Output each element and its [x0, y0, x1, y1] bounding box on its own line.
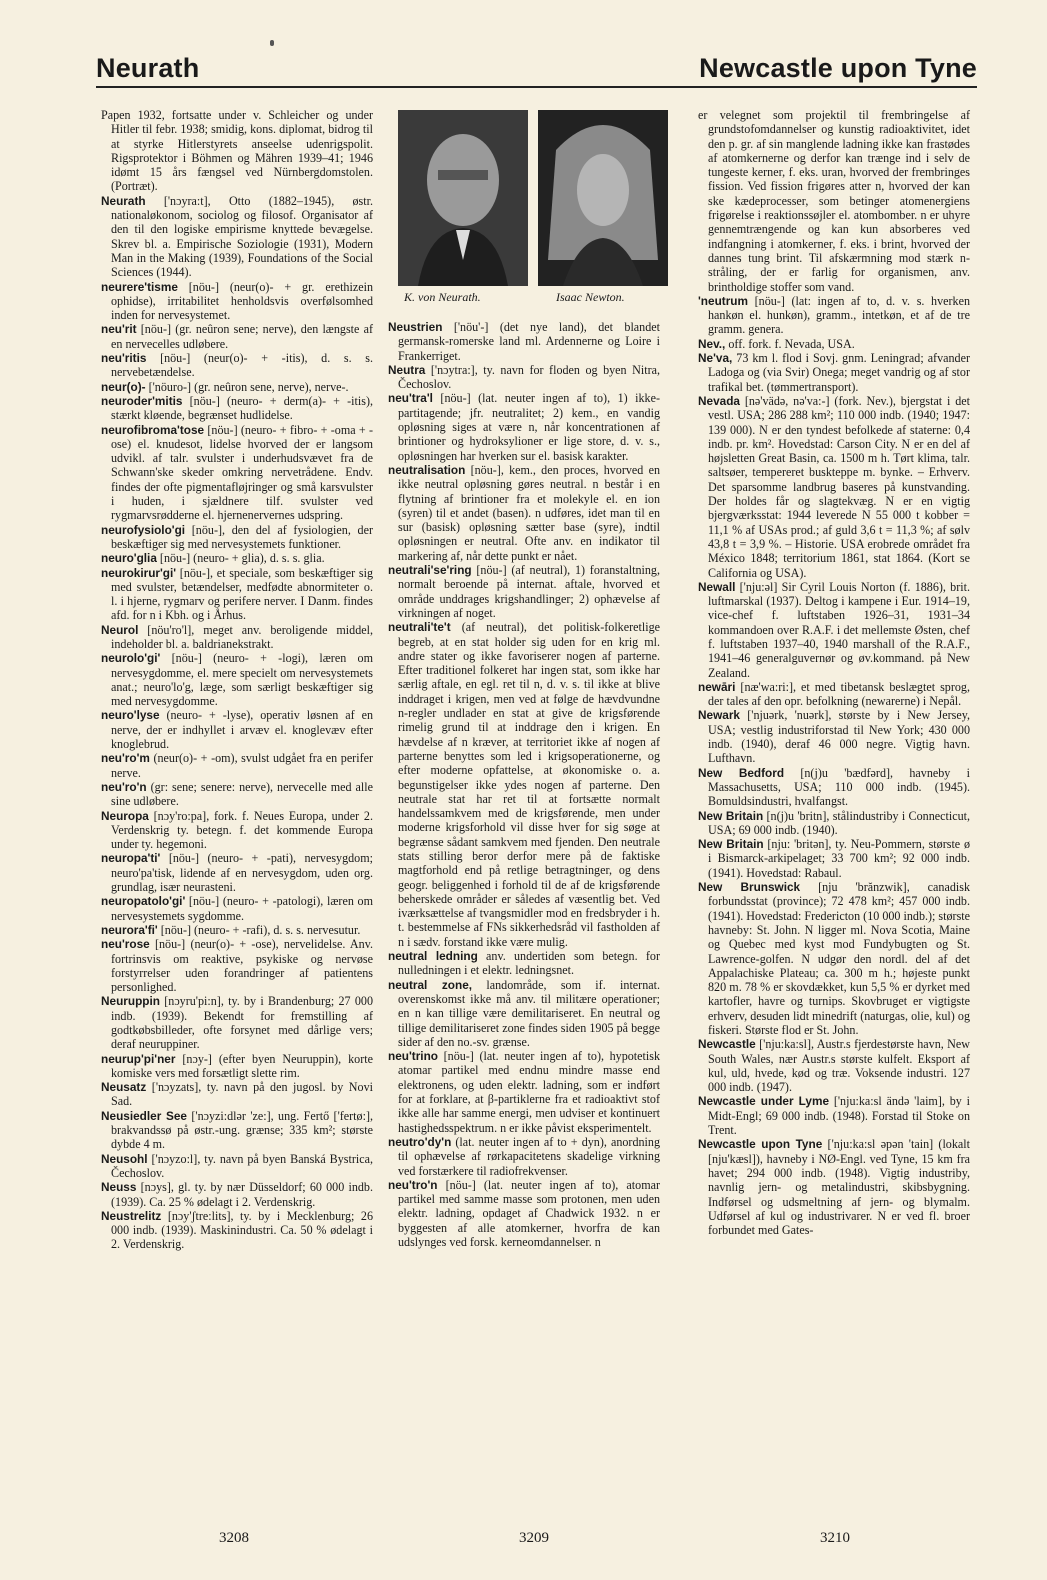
entry-headword: neu'ritis	[101, 351, 147, 366]
entry-headword: neu'ro'm	[101, 751, 150, 766]
entry-headword: New Britain	[698, 837, 764, 852]
entry-headword: neu'rit	[101, 322, 137, 337]
dictionary-entry	[388, 363, 660, 392]
entry-text: [nöu-] (neuro- + -patologi), læren om nervesystemets sygdomme.	[111, 894, 373, 923]
entry-headword: neu'rose	[101, 937, 150, 952]
entry-text: [nju: 'britən], ty. Neu-Pommern, største ø i Bismarck-arkipelaget; 33 700 km²; 92 000 indb. (1941). Hovedstad: Rabaul.	[708, 837, 970, 880]
entry-text: (neur(o)- + -om), svulst udgået fra en perifer nerve.	[111, 751, 373, 780]
dictionary-entry	[698, 837, 970, 880]
dictionary-entry	[698, 108, 970, 294]
dictionary-entry	[698, 337, 970, 351]
entry-text: [nöu-] (neuro- + fibro- + -oma + -ose) el. knudesot, lidelse hvorved der er langsom udvikl. af talr. svulster i underhudsvævet fra de Schwann'ske skeder omkring nervetrådene. Endv. findes der ofte pigmentafløjringer og små karsvulster i huden, i sjældnere tilf. svulster ved rygmarvsrødderne el. hjernenervernes udspring.	[111, 422, 373, 523]
dictionary-entry	[698, 580, 970, 680]
dictionary-entry	[101, 1080, 373, 1109]
entry-text: [n(j)u 'britn], stålindustriby i Connecticut, USA; 69 000 indb. (1940).	[708, 808, 970, 837]
entry-headword: neutrali'se'ring	[388, 563, 472, 578]
entry-headword: Newcastle under Lyme	[698, 1094, 830, 1109]
caption-neurath: K. von Neurath.	[404, 290, 481, 304]
entry-text: landområde, som if. internat. overenskomst ikke må anv. til militære operationer; en n kan tillige være demilitariseret. En neutral og tillige demilitariseret zone findes siden 1905 på begge sider af den no.-sv. grænse.	[398, 977, 660, 1049]
entry-text: [n(j)u 'bædfərd], havneby i Massachusetts, USA; 110 000 indb. (1945). Bomuldsindustri, hvalfangst.	[708, 765, 970, 809]
dictionary-entry	[101, 937, 373, 994]
column-2	[388, 320, 660, 1249]
entry-text: [nöu-] (neuro- + -logi), læren om nervesygdomme, el. mere specielt om nervesystemets anat.; neuro'lo'g, læge, som særligt beskæftiger sig med nervesygdomme.	[111, 651, 373, 709]
entry-headword: Neurol	[101, 622, 139, 637]
dictionary-entry	[101, 551, 373, 565]
caption-newton: Isaac Newton.	[556, 290, 625, 304]
entry-text: [nɔy'ro:pa], fork. f. Neues Europa, under 2. Verdenskrig ty. betegn. f. det kommende Europa under ty. hegemoni.	[111, 808, 373, 852]
entry-headword: neurofysiolo'gi	[101, 522, 186, 537]
entry-text: [nɔyru'pi:n], ty. by i Brandenburg; 27 000 indb. (1939). Bekendt for fremstilling af godtkøbsbilleder, ofte forsynet med dårlige vers; deraf neuruppiner.	[111, 994, 373, 1052]
dictionary-entry	[101, 994, 373, 1051]
entry-text: (gr: sene; senere: nerve), nervecelle med alle sine udløbere.	[111, 779, 373, 809]
entry-text: ['nɔyzo:l], ty. navn på byen Banská Bystrica, Čechoslov.	[111, 1151, 373, 1180]
dictionary-entry	[698, 766, 970, 809]
dictionary-entry	[101, 351, 373, 380]
entry-text: [nöu-] (neur(o)- + -ose), nervelidelse. Anv. fortrinsvis om reaktive, psykiske og nervøse forstyrrelser uden forandringer af patientens personlighed.	[111, 937, 373, 995]
dictionary-entry	[698, 351, 970, 394]
entry-headword: neurora'fi'	[101, 922, 158, 937]
entry-text: off. fork. f. Nevada, USA.	[725, 336, 855, 351]
dictionary-entry	[698, 1037, 970, 1094]
dictionary-entry	[101, 751, 373, 780]
dictionary-entry	[101, 394, 373, 423]
dictionary-entry	[388, 1049, 660, 1135]
dictionary-entry	[101, 923, 373, 937]
dictionary-entry	[101, 280, 373, 323]
entry-text: ['nju:ka:sl əpən 'tain] (lokalt [nju'kæsl]), havneby i NØ-Engl. ved Tyne, 15 km fra havet; 294 000 indb. (1948). Vigtig industriby, navnlig jern- og metalindustri, skibsbygning. Indførsel og udsmeltning af jern- og blymalm. Udførsel af kul og industrivarer. N er ved fl. broer forbundet med Gates-	[708, 1137, 970, 1238]
dictionary-entry	[101, 194, 373, 280]
dictionary-entry	[388, 1135, 660, 1178]
entry-text: anv. undertiden som betegn. for nulledningen i et elektr. ledningsnet.	[398, 949, 660, 978]
dictionary-entry	[698, 809, 970, 838]
entry-headword: Newcastle	[698, 1037, 756, 1052]
entry-text: [nɔy'ʃtre:lits], ty. by i Mecklenburg; 26 000 indb. (1939). Maskinindustri. Ca. 50 % ødelagt i 2. Verdenskrig.	[111, 1208, 373, 1252]
entry-headword: Neuruppin	[101, 994, 160, 1009]
entry-headword: neuro'lyse	[101, 708, 160, 723]
entry-headword: neuro'glia	[101, 551, 157, 566]
dictionary-entry	[388, 391, 660, 462]
entry-headword: newāri	[698, 679, 736, 694]
entry-headword: neu'ro'n	[101, 779, 147, 794]
entry-headword: neu'tro'n	[388, 1177, 438, 1192]
entry-text: ['nɔyzats], ty. navn på den jugosl. by Novi Sad.	[111, 1080, 373, 1109]
dictionary-entry	[101, 423, 373, 523]
entry-headword: New Britain	[698, 808, 764, 823]
entry-text: [nə'vädə, nə'va:-] (fork. Nev.), bjergstat i det vestl. USA; 286 288 km²; 110 000 indb. (1940; 1947: 139 000). N er den tyndest befolkede af staterne: 0,4 indb. pr. km². Hovedstad: Carson City. N er en del af højsletten Great Basin, ca. 1500 m h. Tørt klima, talr. saltsøer, tempereret buskteppe m. bynke. – Erhverv. Det sparsomme landbrug baseres på kunstvanding. Der holdes får og slagtekvæg. N er en vigtig bjergværksstat: 1944 leverede N 55 000 t kobber = 11,1 % af USAs prod.; af guld 3,6 t = 11,3 %; af sølv 43,8 t = 3,9 %. – Historie. USA erobrede området fra México 1848; territorium 1861, stat 1864. (Kort se California og USA).	[708, 393, 970, 580]
dictionary-entry	[388, 1178, 660, 1249]
entry-text: ['nöu'-] (det nye land), det blandet germansk-romerske land ml. Ardennerne og Loire i Frankerriget.	[398, 320, 660, 363]
entry-text: [nöu-], et speciale, som beskæftiger sig med svulster, betændelser, medfødte abnormiteter o. l. i hjerne, rygmarv og perifere nerver. I Danm. findes afd. for n i Kbh. og i Århus.	[111, 565, 373, 623]
entry-headword: neutral zone,	[388, 977, 473, 992]
dictionary-entry	[101, 523, 373, 552]
entry-text: [nɔy-] (efter byen Neuruppin), korte komiske vers med forsætligt slette rim.	[111, 1051, 373, 1080]
entry-headword: Neustrien	[388, 320, 443, 334]
entry-text: [nöu-] (lat. neuter ingen af to), 1) ikke-partitagende; jfr. neutralitet; 2) kem., en vandig opløsning siges at være n, når koncentrationen af brintioner og hydroksylioner er lige store, d. v. s., opløsningen har hverken sur el. basisk karakter.	[398, 391, 660, 463]
entry-text: [nöu-], kem., den proces, hvorved en ikke neutral opløsning gøres neutral. n består i en flytning af brintioner fra et molekyle el. en ion (syren) til et andet (basen). n udføres, idet man til en sur (basisk) opløsning sætter base (syre), indtil opløsningen er neutral. Ofte anv. en indikator til markering af, når dette punkt er nået.	[398, 462, 660, 563]
dictionary-entry	[388, 320, 660, 363]
entry-text: ['nju:ka:sl ändə 'laim], by i Midt-Engl; 69 000 indb. (1948). Forstad til Stoke on Trent.	[708, 1094, 970, 1138]
entry-headword: neur(o)-	[101, 379, 146, 394]
entry-headword: Ne'va,	[698, 351, 733, 366]
entry-headword: neutral ledning	[388, 949, 478, 964]
dictionary-entry	[101, 894, 373, 923]
entry-headword: neuropa'ti'	[101, 851, 161, 866]
entry-text: ['nöuro-] (gr. neûron sene, nerve), nerve-.	[145, 379, 349, 394]
dictionary-entry	[101, 809, 373, 852]
entry-text: (lat. neuter ingen af to + dyn), anordning til ophævelse af rørkapacitetens skadelige virkning ved forstærkere til radiofrekvenser.	[398, 1134, 660, 1178]
entry-headword: Nev.,	[698, 336, 726, 351]
entry-text: Papen 1932, fortsatte under v. Schleicher og under Hitler til febr. 1938; smidig, kons. diplomat, bidrog til at styrke Hitlerstyrets anseelse udenrigspolit. Rigsprotektor i Böhmen og Mähren 1939–41; 1946 idømt 15 års fængsel ved Nürnbergdomstolen. (Portræt).	[101, 108, 373, 194]
entry-headword: New Brunswick	[698, 880, 801, 895]
entry-text: [nöu-] (neuro- + -pati), nervesygdom; neuro'pa'tisk, lidende af en nervesygdom, uden org. grundlag, især neurasteni.	[111, 851, 373, 895]
entry-headword: neurolo'gi'	[101, 651, 161, 666]
page-number-right: 3210	[820, 1530, 850, 1546]
entry-text: [nöu'ro'l], meget anv. beroligende middel, indeholder bl. a. baldrianekstrakt.	[111, 622, 373, 651]
dictionary-entry	[101, 1052, 373, 1081]
entry-text: (af neutral), det politisk-folkeretlige begreb, at en stat holder sig uden for en krig ml. andre stater og ikke favoriserer nogen af parterne. Efter traditionel folkeret har ingen stat, som ikke har særlig aftale, en egl. ret til n, d. v. s. til ikke at blive inddraget i krigen, men ved at følge de hævdvundne n-regler undlader en stat at give de krigsførende rimelig grund til at inddrage den i krigen. En hævdelse af n kræver, at territoriet ikke af nogen af parterne benyttes som led i krigsoperationerne, og efter moderne opfattelse, at økonomiske o. a. begunstigelser ikke ydes nogen af parterne. Den neutrale stat har ret til at fortsætte normalt handelssamkvem med de krigsførende, men under moderne krigsforhold vil disse hver for sig søge at begrænse sådant samkvem med fjenden. Den neutrale stats stilling beror derfor mere på de faktiske magtforhold end på retlige betragtninger, og dens geogr. beliggenhed i forhold til de af de krigsførende beherskede områder er således af væsentlig bet. Ved iværksættelse af tvangsmidler mod en fredsbryder i h. t. bestemmelse af FNs sikkerhedsråd vil fastholden af n i sædv. forstand ikke være mulig.	[398, 620, 660, 949]
dictionary-entry	[698, 680, 970, 709]
dictionary-entry	[698, 880, 970, 1037]
dictionary-entry	[101, 708, 373, 751]
dictionary-entry	[101, 651, 373, 708]
dictionary-entry	[101, 1209, 373, 1252]
dictionary-entry	[698, 1094, 970, 1137]
column-3	[698, 108, 970, 1237]
dictionary-entry	[388, 620, 660, 949]
entry-text: ['nju:əl] Sir Cyril Louis Norton (f. 1886), brit. luftmarskal (1937). Deltog i kampene i Eur. 1914–19, vice-chef f. luftstaben 1926–31, 1931–34 kommandoen over R.A.F. i det mellemste Østen, chef f. luftstaben 1937–40, 1940 marshall of the R.A.F., 1941–46 generalguvernør og øv.kommand. på New Zealand.	[708, 579, 970, 680]
entry-headword: neutro'dy'n	[388, 1134, 452, 1149]
entry-text: [nöu-] (lat. neuter ingen af to), atomar partikel med samme masse som protonen, men uden elektr. ladning, opdaget af Chadwick 1932. n er byggesten af alle atomkerner, hvorfra de kan udslynges ved forsk. kerneomdannelser. n	[398, 1177, 660, 1249]
dictionary-entry	[388, 563, 660, 620]
dictionary-entry	[101, 322, 373, 351]
entry-headword: neurup'pi'ner	[101, 1051, 176, 1066]
entry-text: ['nɔyra:t], Otto (1882–1945), østr. nationaløkonom, sociolog og filosof. Organisator af den til den logiske empirisme knyttede bevægelse. Skrev bl. a. Empirische Soziologie (1931), Modern Man in the Making (1939), Foundations of the Social Sciences (1944).	[111, 193, 373, 280]
entry-text: [nöu-] (neuro- + -rafi), d. s. s. nervesutur.	[157, 922, 361, 937]
entry-text: [nöu-] (neuro- + derm(a)- + -itis), stærkt kløende, begrænset hudlidelse.	[111, 393, 373, 423]
page-number-left: 3208	[219, 1530, 249, 1546]
dictionary-entry	[101, 623, 373, 652]
dictionary-entry	[698, 394, 970, 580]
entry-text: [nöu-] (neur(o)- + gr. erethizein ophidse), irritabilitet henholdsvis overfølsomhed inden for nervesystemet.	[111, 279, 373, 323]
entry-text: (neuro- + -lyse), operativ løsnen af en nerve, der er indhyllet i arvæv el. knoglevæv efter knoglebrud.	[111, 708, 373, 752]
entry-text: [nöu-], den del af fysiologien, der beskæftiger sig med nervesystemets funktioner.	[111, 522, 373, 551]
dictionary-entry	[388, 978, 660, 1049]
dictionary-entry	[698, 294, 970, 337]
entry-text: [næ'wa:ri:], et med tibetansk beslægtet sprog, der tales af den opr. befolkning (newarerne) i Nepål.	[708, 679, 970, 709]
dictionary-entry	[101, 108, 373, 194]
header-right-guideword: Newcastle upon Tyne	[699, 53, 977, 83]
entry-headword: neuroder'mitis	[101, 393, 183, 408]
entry-headword: neu'trino	[388, 1049, 438, 1064]
entry-headword: Newark	[698, 708, 740, 723]
entry-text: [nöu-] (neur(o)- + -itis), d. s. s. nervebetændelse.	[111, 351, 373, 380]
entry-headword: neutrali'te't	[388, 620, 451, 635]
entry-headword: neurofibroma'tose	[101, 422, 205, 437]
entry-text: er velegnet som projektil til frembringelse af grundstofomdannelser og kunstig radioaktivitet, idet den p. gr. af sin manglende ladning ikke kan frastødes af atomkernerne og derfor kan trænge ind i selv de tungeste kerner, f. eks. uran, hvorved der frembringes fission. Ved fission frigøres atter n, hvorved der kan ske kædeprocesser, som betinger atomenergiens frigørelse i reaktionssøjler el. atombomber. n er uhyre gennemtrængende og kan kun absorberes ved indfangning i atomkerner, f. eks. i brint, hvorved der dannes tung brint. Til afskærmning mod stærk n-stråling, der er farlig for organismen, anv. brintholdige stoffer som vand.	[698, 108, 970, 294]
entry-text: [nöu-] (gr. neûron sene; nerve), den længste af en nervecelles udløbere.	[111, 322, 373, 351]
entry-headword: Newall	[698, 579, 736, 594]
entry-headword: neu'tra'l	[388, 391, 433, 406]
dictionary-entry	[101, 1152, 373, 1181]
dictionary-entry	[101, 1180, 373, 1209]
dictionary-entry	[101, 566, 373, 623]
entry-headword: Newcastle upon Tyne	[698, 1137, 823, 1152]
entry-headword: Nevada	[698, 393, 740, 408]
entry-text: ['nɔyzi:dlər 'ze:], ung. Fertő ['fertø:], brakvandssø på østr.-ung. grænse; 335 km²; største dybde 4 m.	[111, 1108, 373, 1152]
portrait-figure	[398, 110, 670, 310]
entry-text: ['nɔytra:], ty. navn for floden og byen Nitra, Čechoslov.	[398, 362, 660, 392]
entry-headword: neuropatolo'gi'	[101, 894, 186, 909]
entry-headword: Neusohl	[101, 1151, 148, 1166]
dictionary-entry	[388, 463, 660, 563]
entry-headword: neurere'tisme	[101, 279, 178, 294]
entry-headword: Neutra	[388, 362, 426, 377]
entry-headword: New Bedford	[698, 765, 785, 780]
entry-text: [nöu-] (af neutral), 1) foranstaltning, normalt beroende på internat. aftale, hvorved et område unddrages krigshandlinger; 2) ophævelse af virkningen af noget.	[398, 563, 660, 620]
entry-headword: Neusiedler See	[101, 1108, 187, 1123]
running-header	[96, 42, 977, 88]
portrait-neurath	[398, 110, 528, 286]
dictionary-entry	[101, 1109, 373, 1152]
entry-headword: Neustrelitz	[101, 1208, 162, 1223]
column-1	[101, 108, 373, 1252]
entry-headword: neurokirur'gi'	[101, 565, 177, 580]
header-left-guideword: Neurath	[96, 53, 200, 83]
entry-text: [nöu-] (neuro- + glia), d. s. s. glia.	[156, 551, 325, 566]
dictionary-entry	[101, 780, 373, 809]
dictionary-entry	[101, 851, 373, 894]
entry-headword: 'neutrum	[698, 293, 748, 308]
portrait-newton	[538, 110, 668, 286]
entry-text: [nɔys], gl. ty. by nær Düsseldorf; 60 000 indb. (1939). Ca. 25 % ødelagt i 2. Verdenskrig.	[111, 1180, 373, 1209]
entry-text: ['nju:ka:sl], Austr.s fjerdestørste havn, New South Wales, nær Austr.s største kulfelt. Eksport af kul, uld, hvede, kød og træ. Voksende industri. 127 000 indb. (1947).	[708, 1037, 970, 1095]
entry-text: [nju 'brănzwik], canadisk forbundsstat (province); 72 478 km²; 457 000 indb. (1941). Hovedstad: Fredericton (10 000 indb.); største havneby: St. John. N ligger ml. Nova Scotia, Maine og Quebec med kyst mod Fundybugten og St. Lawrence-golfen. N udgør den nordl. del af det Appalachiske Plateau; ca. 300 m h.; højeste punkt 820 m. 78 % er skovdækket, kun 5,5 % er dyrket med kartofler, havre og turnips. Skovbruget er vigtigste erhverv, desuden lidt minedrift (naturgas, olie, kul) og fiskeri. Største flod er St. John.	[708, 880, 970, 1037]
dictionary-entry	[101, 380, 373, 394]
entry-text: 73 km l. flod i Sovj. gnm. Leningrad; afvander Ladoga og (via Svir) Onega; meget vandrig og af stor trafikal bet. (tømmertransport).	[708, 351, 970, 394]
entry-headword: Neuropa	[101, 808, 149, 823]
dictionary-entry	[698, 1137, 970, 1237]
entry-text: [nöu-] (lat. neuter ingen af to), hypotetisk atomar partikel med endnu mindre masse end elektronens, og uden elektr. ladning, som er indført for at forklare, at β-partiklerne fra et radioaktivt stof ikke alle har samme energi, men udviser et kontinuert hastighedsspektrum. n er ikke påvist eksperimentelt.	[398, 1049, 660, 1135]
entry-headword: Neurath	[101, 193, 146, 208]
page-number-middle: 3209	[519, 1530, 549, 1546]
entry-text: ['njuərk, 'nuərk], største by i New Jersey, USA; vestlig industriforstad til New York; 430 000 indb. (1940), deraf 46 000 negre. Vigtig havn. Lufthavn.	[708, 708, 970, 766]
entry-headword: neutralisation	[388, 462, 466, 477]
entry-text: [nöu-] (lat: ingen af to, d. v. s. hverken hankøn el. hunkøn), gramm., intetkøn, et af de tre gramm. genera.	[708, 293, 970, 337]
entry-headword: Neuss	[101, 1180, 137, 1195]
dictionary-entry	[698, 708, 970, 765]
dictionary-entry	[388, 949, 660, 978]
entry-headword: Neusatz	[101, 1080, 147, 1095]
